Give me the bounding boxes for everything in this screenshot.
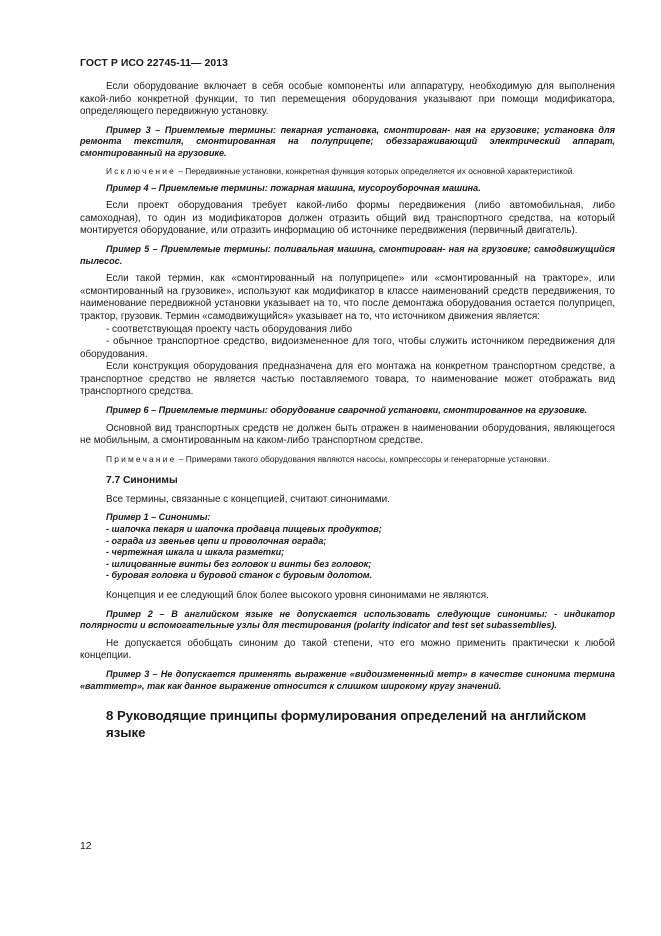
paragraph-equipment-modifier: Если оборудование включает в себя особые компоненты или аппаратуру, необходимую для выполнения какой-либо конкретной функции, то тип перемещения оборудования указывают при помощи модификатора, определяющего передвижную установку.: [80, 81, 615, 118]
paragraph-vehicle-design: Если конструкция оборудования предназначена для его монтажа на конкретном транспортном средстве, а транспортное средство не является частью поставляемого товара, то наименование может отображать вид транспортного средства.: [80, 361, 615, 398]
paragraph-non-mobile: Основной вид транспортных средств не должен быть отражен в наименовании оборудования, являющегося не мобильным, а смонтированным на каком-либо транспортном средстве.: [80, 422, 615, 447]
list-item: - шлицованные винты без головок и винты без головок;: [106, 558, 372, 569]
exception-text: – Передвижные установки, конкретная функция которых определяется их основной характеристикой.: [175, 165, 575, 176]
section-8-heading: 8 Руководящие принципы формулирования определений на английском языке: [106, 708, 587, 740]
paragraph-mounted-terms: Если такой термин, как «смонтированный на полуприцепе» или «смонтированный на тракторе», или «смонтированный на грузовике», используют как модификатор в классе наименований средств передвижения, то наименование передвижной установки указывает на то, что после демонтажа оборудования остается полуприцеп, трактор, грузовик. Термин «самодвижущийся» указывает на то, что источником движения является:: [80, 273, 615, 322]
paragraph-generalize: Не допускается обобщать синоним до такой степени, что его можно применить практически к любой концепции.: [80, 637, 615, 662]
section-7-7-heading: 7.7 Синонимы: [106, 474, 178, 486]
paragraph-concept-block: Концепция и ее следующий блок более высокого уровня синонимами не являются.: [106, 590, 489, 601]
paragraph-movement: Если проект оборудования требует какой-либо формы передвижения (либо автомобильная, либо самоходная), то один из модификаторов должен отразить общий вид транспортного средства, на который монтируется оборудование, или отразить информацию об источнике передвижения (первичный двигатель).: [80, 200, 615, 237]
paragraph-synonyms: Все термины, связанные с концепцией, считают синонимами.: [106, 493, 390, 505]
list-item-2: - обычное транспортное средство, видоизмененное для того, чтобы служить источником передвижения для оборудования.: [80, 336, 615, 360]
synonyms-example-1: [80, 512, 615, 582]
example-4: Пример 4 – Приемлемые термины: пожарная машина, мусороуборочная машина.: [106, 182, 481, 193]
note: [80, 454, 615, 465]
list-item: - ограда из звеньев цепи и проволочная ограда;: [106, 535, 327, 546]
synonyms-example-2: Пример 2 – В английском языке не допускается использовать следующие синонимы: - индикатор полярности и вспомогательные узлы для тестирования (polarity indicator and test set subassemblies).: [80, 608, 615, 631]
example-5: Пример 5 – Приемлемые термины: поливальная машина, смонтирован- ная на грузовике; самодвижущийся пылесос.: [80, 243, 615, 266]
document-header: ГОСТ Р ИСО 22745-11— 2013: [80, 58, 229, 69]
list-item: - шапочка пекаря и шапочка продавца пищевых продуктов;: [106, 524, 382, 535]
exception-note: [80, 166, 615, 177]
page-number: 12: [80, 841, 92, 852]
exception-label: Исключение: [106, 165, 176, 176]
list-item-1: - соответствующая проекту часть оборудования либо: [106, 323, 353, 335]
synonyms-example-3: Пример 3 – Не допускается применять выражение «видоизмененный метр» в качестве синонима термина «ваттметр», так как данное выражение относится к слишком широкому кругу значений.: [80, 668, 615, 691]
note-label: Примечание: [106, 453, 177, 464]
example-3: Пример 3 – Приемлемые термины: пекарная установка, смонтирован- ная на грузовике; установка для ремонта текстиля, смонтированная на полуприцепе; обеззараживающий электрический аппарат, смонтированный на грузовике.: [80, 124, 615, 158]
list-item: - чертежная шкала и шкала разметки;: [106, 547, 285, 558]
list-item: - буровая головка и буровой станок с буровым долотом.: [106, 570, 373, 581]
list-item: Пример 1 – Синонимы:: [106, 512, 211, 523]
example-6: Пример 6 – Приемлемые термины: оборудование сварочной установки, смонтированное на грузовике.: [106, 405, 588, 416]
note-text: – Примерами такого оборудования являются насосы, компрессоры и генераторные установки.: [176, 453, 549, 464]
